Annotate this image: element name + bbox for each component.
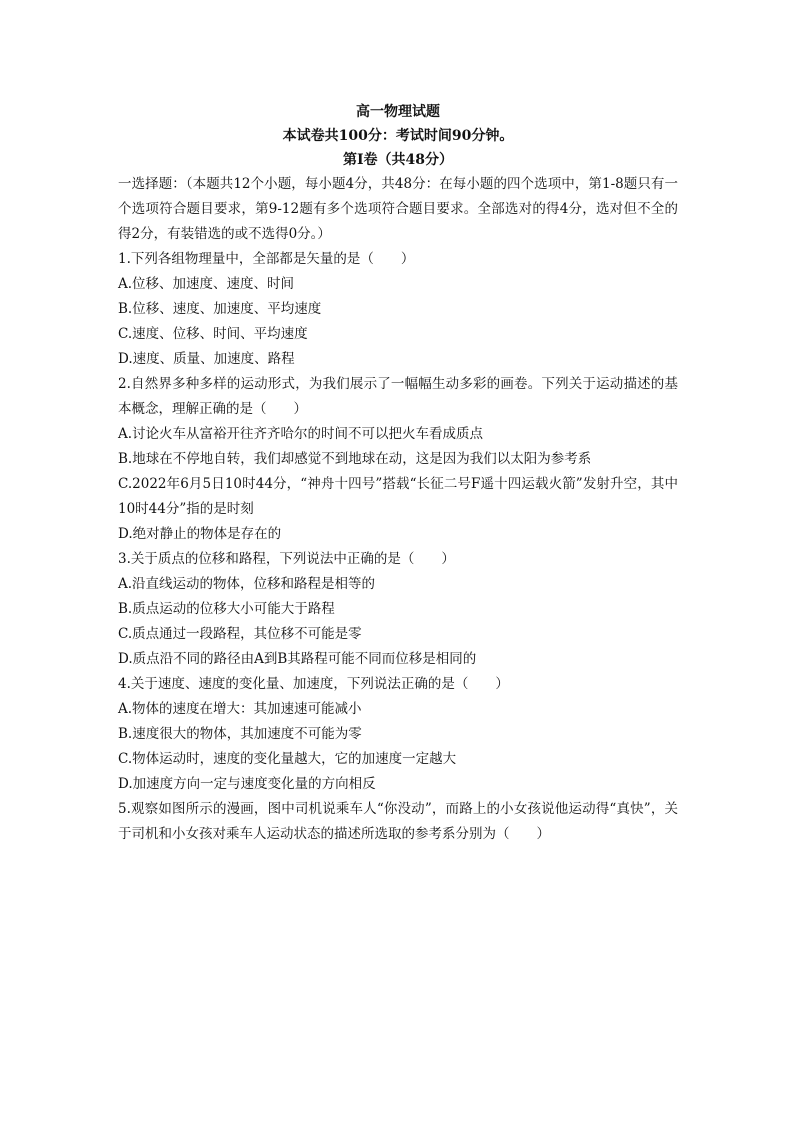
question-1: [118, 247, 678, 372]
option-b: B.速度很大的物体，其加速度不可能为零: [118, 726, 362, 742]
page-title: 高一物理试题: [356, 104, 440, 120]
option-a: A.位移、加速度、速度、时间: [118, 276, 295, 292]
option-b: B.质点运动的位移大小可能大于路程: [118, 601, 335, 617]
option-b: B.位移、速度、加速度、平均速度: [118, 301, 322, 317]
option-d: D.绝对静止的物体是存在的: [118, 526, 282, 542]
question-4: [118, 672, 678, 797]
option-d: D.速度、质量、加速度、路程: [118, 351, 295, 367]
question-3: [118, 547, 678, 672]
option-a: A.物体的速度在增大：其加速速可能减小: [118, 701, 362, 717]
option-a: A.讨论火车从富裕开往齐齐哈尔的时间不可以把火车看成质点: [118, 426, 484, 442]
option-c: C.2022年6月5日10时44分，“神舟十四号”搭载“长征二号F遥十四运载火箭”发射升空，其中10时44分”指的是时刻: [118, 476, 678, 517]
exam-info: 本试卷共100分：考试时间90分钟。: [282, 128, 514, 144]
option-a: A.沿直线运动的物体，位移和路程是相等的: [118, 576, 376, 592]
option-d: D.加速度方向一定与速度变化量的方向相反: [118, 776, 376, 792]
question-5: [118, 797, 678, 847]
question-stem: 3.关于质点的位移和路程，下列说法中正确的是（ ）: [118, 551, 455, 567]
section-heading: 第Ⅰ卷（共48分）: [342, 152, 454, 168]
option-c: C.质点通过一段路程，其位移不可能是零: [118, 626, 362, 642]
option-b: B.地球在不停地自转，我们却感觉不到地球在动，这是因为我们以太阳为参考系: [118, 451, 592, 467]
question-2: [118, 372, 678, 547]
question-stem: 2.自然界多种多样的运动形式，为我们展示了一幅幅生动多彩的画卷。下列关于运动描述的基本概念，理解正确的是（ ）: [118, 376, 678, 417]
option-c: C.速度、位移、时间、平均速度: [118, 326, 308, 342]
option-c: C.物体运动时，速度的变化量越大，它的加速度一定越大: [118, 751, 457, 767]
exam-page: [118, 100, 678, 847]
question-stem: 5.观察如图所示的漫画，图中司机说乘车人“你没动”，而路上的小女孩说他运动得“真快”，关于司机和小女孩对乘车人运动状态的描述所选取的参考系分别为（ ）: [118, 801, 678, 842]
question-stem: 4.关于速度、速度的变化量、加速度，下列说法正确的是（ ）: [118, 676, 509, 692]
question-stem: 1.下列各组物理量中，全部都是矢量的是（ ）: [118, 251, 415, 267]
option-d: D.质点沿不同的路径由A到B其路程可能不同而位移是相同的: [118, 651, 477, 667]
instructions: 一选择题：（本题共12个小题，每小题4分，共48分：在每小题的四个选项中，第1-8题只有一个选项符合题目要求，第9-12题有多个选项符合题目要求。全部选对的得4分，选对但不全的得2分，有装错选的或不选得0分。）: [118, 176, 678, 242]
